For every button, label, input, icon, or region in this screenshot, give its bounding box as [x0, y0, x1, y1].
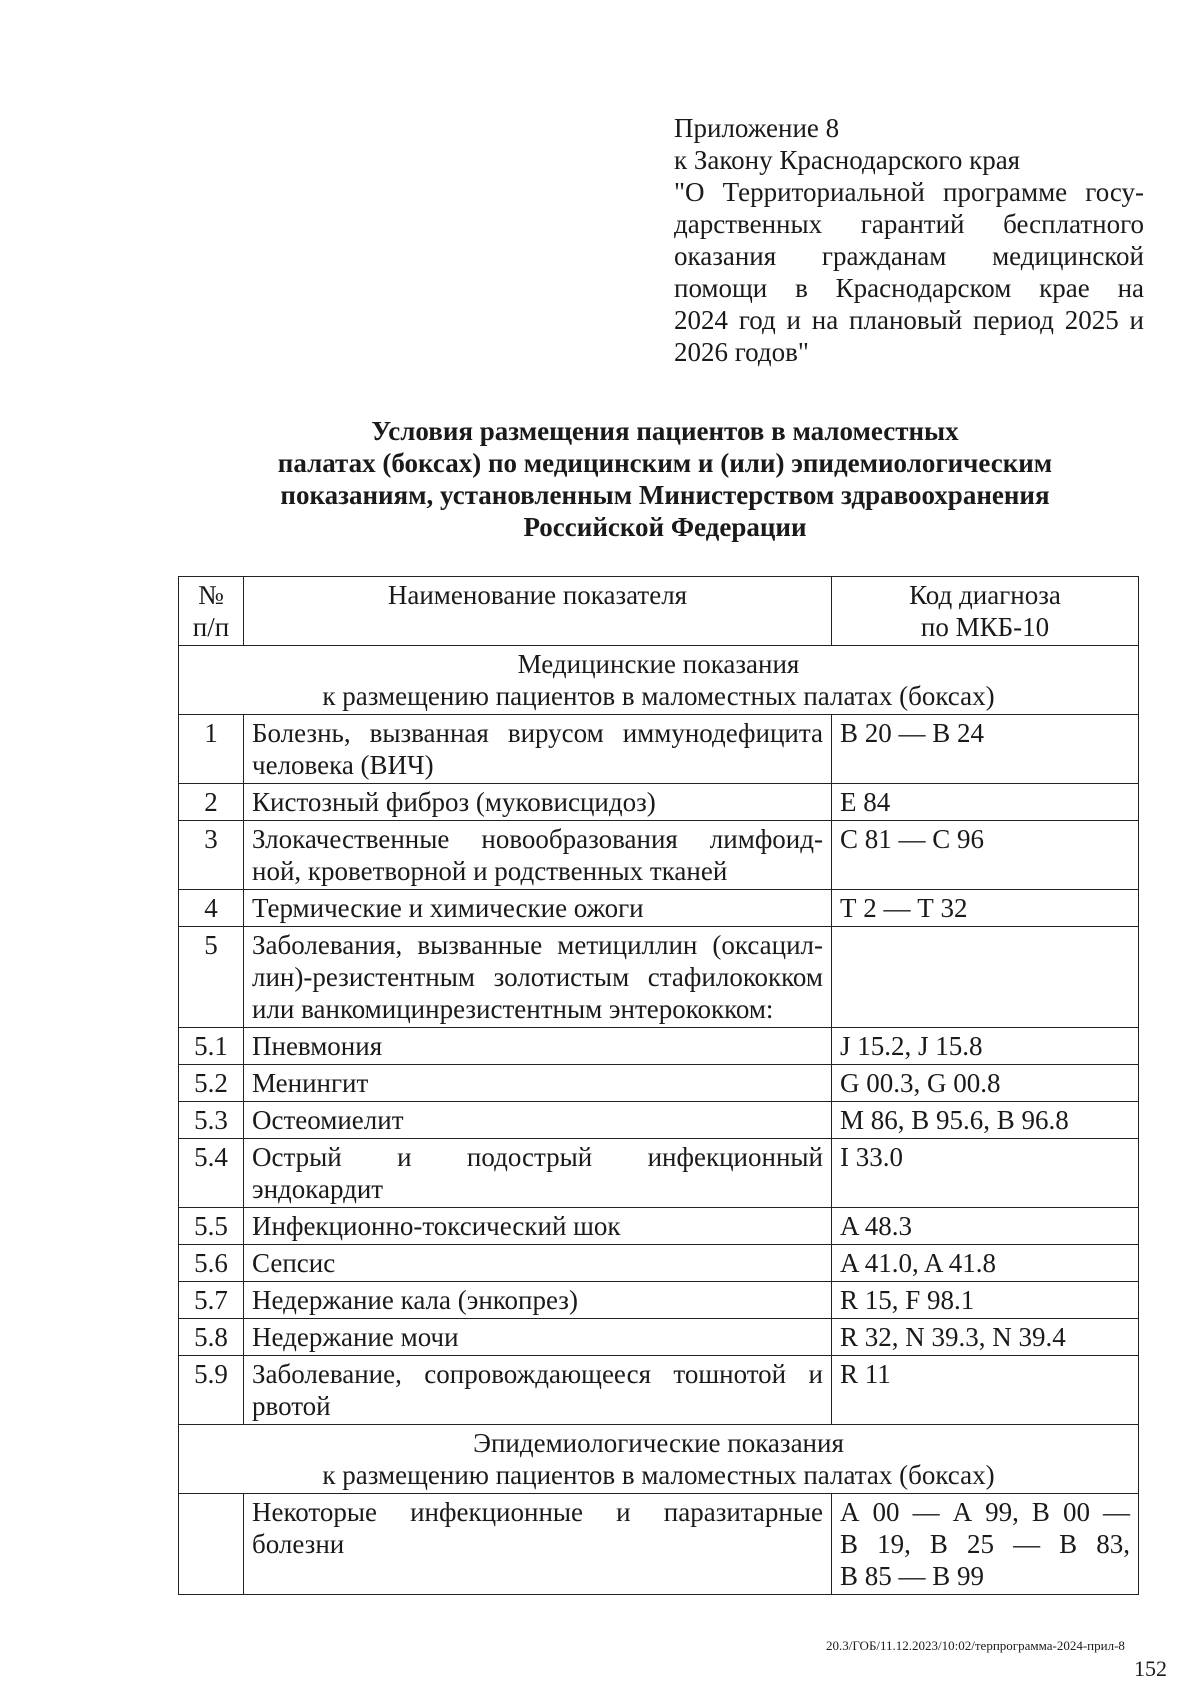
row-code: С 81 — С 96 — [832, 821, 1139, 890]
appendix-line: оказания гражданам медицинской — [674, 241, 1144, 271]
row-code: R 15, F 98.1 — [832, 1282, 1139, 1319]
row-code: R 11 — [832, 1356, 1139, 1425]
table-row — [179, 1208, 1139, 1245]
table-row — [179, 1065, 1139, 1102]
row-number: 5.8 — [179, 1319, 244, 1356]
row-number: 5.6 — [179, 1245, 244, 1282]
row-code — [832, 927, 1139, 1028]
title-line: Российской Федерации — [523, 512, 807, 542]
table-row — [179, 1139, 1139, 1208]
table-header-row — [179, 577, 1139, 646]
table-row — [179, 715, 1139, 784]
header-name: Наименование показателя — [244, 577, 832, 646]
row-name: Кистозный фиброз (муковисцидоз) — [244, 784, 832, 821]
header-number: № п/п — [179, 577, 244, 646]
row-name: Заболевание, сопровождающееся тошнотой и рвотой — [244, 1356, 832, 1425]
table-row — [179, 1494, 1139, 1595]
table-row — [179, 1245, 1139, 1282]
section-epidemiological: Эпидемиологические показания к размещению пациентов в маломестных палатах (боксах) — [179, 1425, 1139, 1494]
row-number: 2 — [179, 784, 244, 821]
row-name: Некоторые инфекционные и паразитарные болезни — [244, 1494, 832, 1595]
row-code: I 33.0 — [832, 1139, 1139, 1208]
row-name: Недержание мочи — [244, 1319, 832, 1356]
table-row — [179, 927, 1139, 1028]
row-number: 5.9 — [179, 1356, 244, 1425]
row-number: 5.2 — [179, 1065, 244, 1102]
row-name: Инфекционно-токсический шок — [244, 1208, 832, 1245]
row-code: В 20 — В 24 — [832, 715, 1139, 784]
row-name: Термические и химические ожоги — [244, 890, 832, 927]
appendix-line: помощи в Краснодарском крае на — [674, 273, 1144, 303]
row-name: Пневмония — [244, 1028, 832, 1065]
document-title — [160, 415, 1170, 543]
row-name: Острый и подострый инфекционный эндокардит — [244, 1139, 832, 1208]
section-row — [179, 646, 1139, 715]
row-name: Заболевания, вызванные метициллин (оксацил- лин)-резистентным золотистым стафилококком или ванкомицинрезистентным энтерококком: — [244, 927, 832, 1028]
table-row — [179, 1282, 1139, 1319]
appendix-line: "О Территориальной программе госу- — [674, 177, 1144, 207]
row-number: 5.3 — [179, 1102, 244, 1139]
table-row — [179, 1028, 1139, 1065]
row-number: 5.7 — [179, 1282, 244, 1319]
row-code: R 32, N 39.3, N 39.4 — [832, 1319, 1139, 1356]
row-code: Т 2 — Т 32 — [832, 890, 1139, 927]
page-number: 152 — [1134, 1656, 1167, 1681]
row-number: 5.5 — [179, 1208, 244, 1245]
table-row — [179, 1319, 1139, 1356]
table-row — [179, 1102, 1139, 1139]
row-code: Е 84 — [832, 784, 1139, 821]
table-row — [179, 784, 1139, 821]
title-line: Условия размещения пациентов в маломестных — [371, 416, 959, 446]
appendix-line: к Закону Краснодарского края — [674, 145, 1021, 175]
row-number: 4 — [179, 890, 244, 927]
row-number — [179, 1494, 244, 1595]
row-name: Недержание кала (энкопрез) — [244, 1282, 832, 1319]
row-number: 5.4 — [179, 1139, 244, 1208]
row-name: Менингит — [244, 1065, 832, 1102]
row-number: 5.1 — [179, 1028, 244, 1065]
table-row — [179, 1356, 1139, 1425]
row-code: J 15.2, J 15.8 — [832, 1028, 1139, 1065]
title-line: палатах (боксах) по медицинским и (или) эпидемиологическим — [277, 448, 1053, 478]
table-row — [179, 821, 1139, 890]
row-name: Злокачественные новообразования лимфоид- ной, кроветворной и родственных тканей — [244, 821, 832, 890]
row-code: M 86, B 95.6, B 96.8 — [832, 1102, 1139, 1139]
appendix-line: 2026 годов" — [674, 337, 809, 367]
section-medical: Медицинские показания к размещению пациентов в маломестных палатах (боксах) — [179, 646, 1139, 715]
section-row — [179, 1425, 1139, 1494]
appendix-reference — [674, 112, 1144, 368]
appendix-line: дарственных гарантий бесплатного — [674, 209, 1144, 239]
row-name: Остеомиелит — [244, 1102, 832, 1139]
table-row — [179, 890, 1139, 927]
row-code: А 00 — А 99, В 00 — В 19, В 25 — В 83, В 85 — В 99 — [832, 1494, 1139, 1595]
appendix-line: Приложение 8 — [674, 113, 840, 143]
row-code: A 41.0, A 41.8 — [832, 1245, 1139, 1282]
row-number: 3 — [179, 821, 244, 890]
row-name: Сепсис — [244, 1245, 832, 1282]
appendix-line: 2024 год и на плановый период 2025 и — [674, 305, 1144, 335]
row-number: 1 — [179, 715, 244, 784]
row-name: Болезнь, вызванная вирусом иммунодефицита человека (ВИЧ) — [244, 715, 832, 784]
header-code: Код диагноза по МКБ-10 — [832, 577, 1139, 646]
footer-reference: 20.3/ГОБ/11.12.2023/10:02/терпрограмма-2024-прил-8 — [826, 1638, 1125, 1653]
row-code: A 48.3 — [832, 1208, 1139, 1245]
row-number: 5 — [179, 927, 244, 1028]
title-line: показаниям, установленным Министерством здравоохранения — [280, 480, 1050, 510]
row-code: G 00.3, G 00.8 — [832, 1065, 1139, 1102]
conditions-table — [178, 576, 1139, 1595]
